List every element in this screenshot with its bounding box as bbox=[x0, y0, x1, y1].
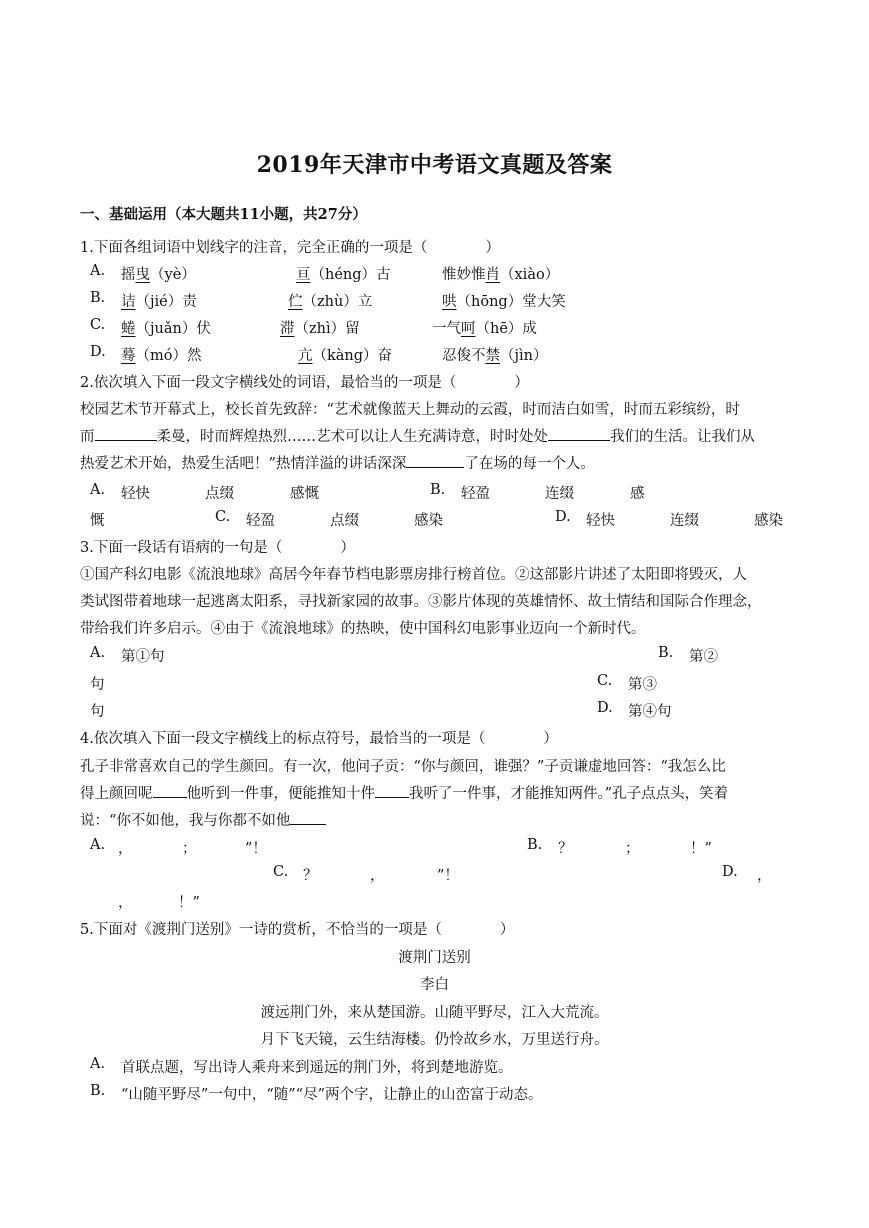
option-b-item: 感 bbox=[630, 486, 645, 502]
option-letter: D. bbox=[90, 344, 106, 360]
question-4-text-line: 说：“你不如他，我与你都不如他 bbox=[80, 809, 326, 830]
question-5-stem: 5.下面对《渡荆门送别》一诗的赏析，不恰当的一项是（ ） bbox=[80, 922, 515, 938]
question-2-text-line: 校园艺术节开幕式上，校长首先致辞：“艺术就像蓝天上舞动的云霞，时而洁白如雪，时而五彩缤纷，时 bbox=[80, 402, 740, 418]
option-a-item: ， bbox=[118, 841, 133, 857]
option-letter: A. bbox=[90, 837, 106, 853]
option-letter: A. bbox=[90, 263, 106, 279]
question-4-text-line: 得上颜回呢 他听到一件事，便能推知十件 我听了一件事，才能推知两件。”孔子点点头，笑着 bbox=[80, 782, 728, 803]
option-c-item: 第③ bbox=[628, 677, 657, 693]
option-b-item: ！” bbox=[690, 841, 712, 857]
option-letter: D. bbox=[555, 509, 571, 525]
option-letter: B. bbox=[527, 837, 543, 853]
option-c-item: 点缀 bbox=[330, 513, 359, 529]
question-3-text-line: ①国产科幻电影《流浪地球》高居今年春节档电影票房排行榜首位。②这部影片讲述了太阳即将毁灭，人 bbox=[80, 567, 747, 583]
option-c-item: 感染 bbox=[414, 513, 443, 529]
poem-line: 月下飞天镜，云生结海楼。仍怜故乡水，万里送行舟。 bbox=[260, 1032, 609, 1048]
poem-title: 渡荆门送别 bbox=[398, 950, 471, 966]
question-2-text-line: 而 柔曼，时而辉煌热烈……艺术可以让人生充满诗意，时时处处 我们的生活。让我们从 bbox=[80, 425, 755, 446]
fill-blank bbox=[95, 426, 157, 441]
question-3-text-line: 类试图带着地球一起逃离太阳系，寻找新家园的故事。③影片体现的英雄情怀、故土情结和国际合作理念， bbox=[80, 594, 762, 610]
question-3-stem: 3.下面一段话有语病的一句是（ ） bbox=[80, 540, 355, 556]
option-a-word-1: 摇曳（yè） bbox=[121, 267, 196, 283]
option-b-item: ； bbox=[625, 841, 640, 857]
option-a-word-3: 惟妙惟肖（xiào） bbox=[442, 267, 560, 283]
fill-blank bbox=[548, 426, 610, 441]
option-c-item: ”！ bbox=[437, 868, 459, 884]
section-heading: 一、基础运用（本大题共11小题，共27分） bbox=[80, 206, 367, 223]
fill-blank bbox=[290, 810, 326, 825]
option-b-item: 轻盈 bbox=[461, 486, 490, 502]
option-a-item: ； bbox=[182, 841, 197, 857]
option-letter: B. bbox=[658, 645, 674, 661]
fill-blank bbox=[375, 783, 409, 798]
option-letter: B. bbox=[430, 482, 446, 498]
option-letter: B. bbox=[90, 1083, 106, 1099]
option-b-item: “山随平野尽”一句中，“随”“尽”两个字，让静止的山峦富于动态。 bbox=[121, 1087, 543, 1103]
option-b-item: ？ bbox=[558, 841, 573, 857]
option-letter: A. bbox=[90, 1056, 106, 1072]
option-b-item: 连缀 bbox=[545, 486, 574, 502]
option-d-item: ， bbox=[757, 868, 772, 884]
option-b-word-2: 伫（zhù）立 bbox=[288, 294, 373, 310]
question-4-text-line: 孔子非常喜欢自己的学生颜回。有一次，他问子贡：“你与颜回，谁强？”子贡谦虚地回答：“我怎么比 bbox=[80, 759, 726, 775]
option-d-item: ！” bbox=[178, 895, 200, 911]
option-d-word-2: 亢（kàng）奋 bbox=[298, 348, 393, 364]
option-d-item: 轻快 bbox=[586, 513, 615, 529]
option-d-item: 第④句 bbox=[628, 704, 672, 720]
option-c-word-2: 滞（zhì）留 bbox=[280, 321, 360, 337]
fill-blank bbox=[153, 783, 187, 798]
question-1-stem: 1.下面各组词语中划线字的注音，完全正确的一项是（ ） bbox=[80, 240, 500, 256]
option-letter: C. bbox=[273, 864, 289, 880]
poem-author: 李白 bbox=[420, 977, 449, 993]
fill-blank bbox=[406, 453, 464, 468]
page-title: 2019年天津市中考语文真题及答案 bbox=[256, 152, 613, 178]
option-a-item: 第①句 bbox=[121, 649, 165, 665]
option-letter: C. bbox=[90, 317, 106, 333]
option-c-word-3: 一气呵（hē）成 bbox=[432, 321, 537, 337]
option-letter: B. bbox=[90, 290, 106, 306]
option-b-word-1: 诘（jié）责 bbox=[121, 294, 197, 310]
option-c-item: ？ bbox=[303, 868, 318, 884]
poem-line: 渡远荆门外，来从楚国游。山随平野尽，江入大荒流。 bbox=[260, 1005, 609, 1021]
option-a-item: 首联点题，写出诗人乘舟来到遥远的荆门外，将到楚地游览。 bbox=[121, 1060, 513, 1076]
option-d-word-3: 忍俊不禁（jìn） bbox=[442, 348, 548, 364]
option-d-word-1: 蓦（mó）然 bbox=[121, 348, 202, 364]
option-d-item: 连缀 bbox=[670, 513, 699, 529]
option-c-word-1: 蜷（juǎn）伏 bbox=[121, 321, 211, 337]
option-c-item: ， bbox=[370, 868, 385, 884]
option-c-item: 轻盈 bbox=[246, 513, 275, 529]
option-letter: D. bbox=[722, 864, 738, 880]
option-a-item: 点缀 bbox=[205, 486, 234, 502]
option-a-word-2: 亘（héng）古 bbox=[296, 267, 391, 283]
option-a-item: 轻快 bbox=[121, 486, 150, 502]
option-d-item: 感染 bbox=[754, 513, 783, 529]
question-2-stem: 2.依次填入下面一段文字横线处的词语，最恰当的一项是（ ） bbox=[80, 375, 529, 391]
option-b-word-3: 哄（hōng）堂大笑 bbox=[442, 294, 566, 310]
question-2-text-line: 热爱艺术开始，热爱生活吧！”热情洋溢的讲话深深 了在场的每一个人。 bbox=[80, 452, 595, 473]
option-b-item: 慨 bbox=[90, 513, 105, 529]
option-b-item: 第② bbox=[689, 649, 718, 665]
question-3-text-line: 带给我们许多启示。④由于《流浪地球》的热映，使中国科幻电影事业迈向一个新时代。 bbox=[80, 621, 646, 637]
option-a-item: ”！ bbox=[245, 841, 267, 857]
option-letter: A. bbox=[90, 645, 106, 661]
option-letter: D. bbox=[597, 700, 613, 716]
option-c-item: 句 bbox=[90, 704, 105, 720]
option-b-item: 句 bbox=[90, 677, 105, 693]
option-letter: C. bbox=[215, 509, 231, 525]
question-4-stem: 4.依次填入下面一段文字横线上的标点符号，最恰当的一项是（ ） bbox=[80, 731, 558, 747]
option-a-item: 感慨 bbox=[290, 486, 319, 502]
option-letter: A. bbox=[90, 482, 106, 498]
option-letter: C. bbox=[597, 673, 613, 689]
option-d-item: ， bbox=[118, 895, 133, 911]
